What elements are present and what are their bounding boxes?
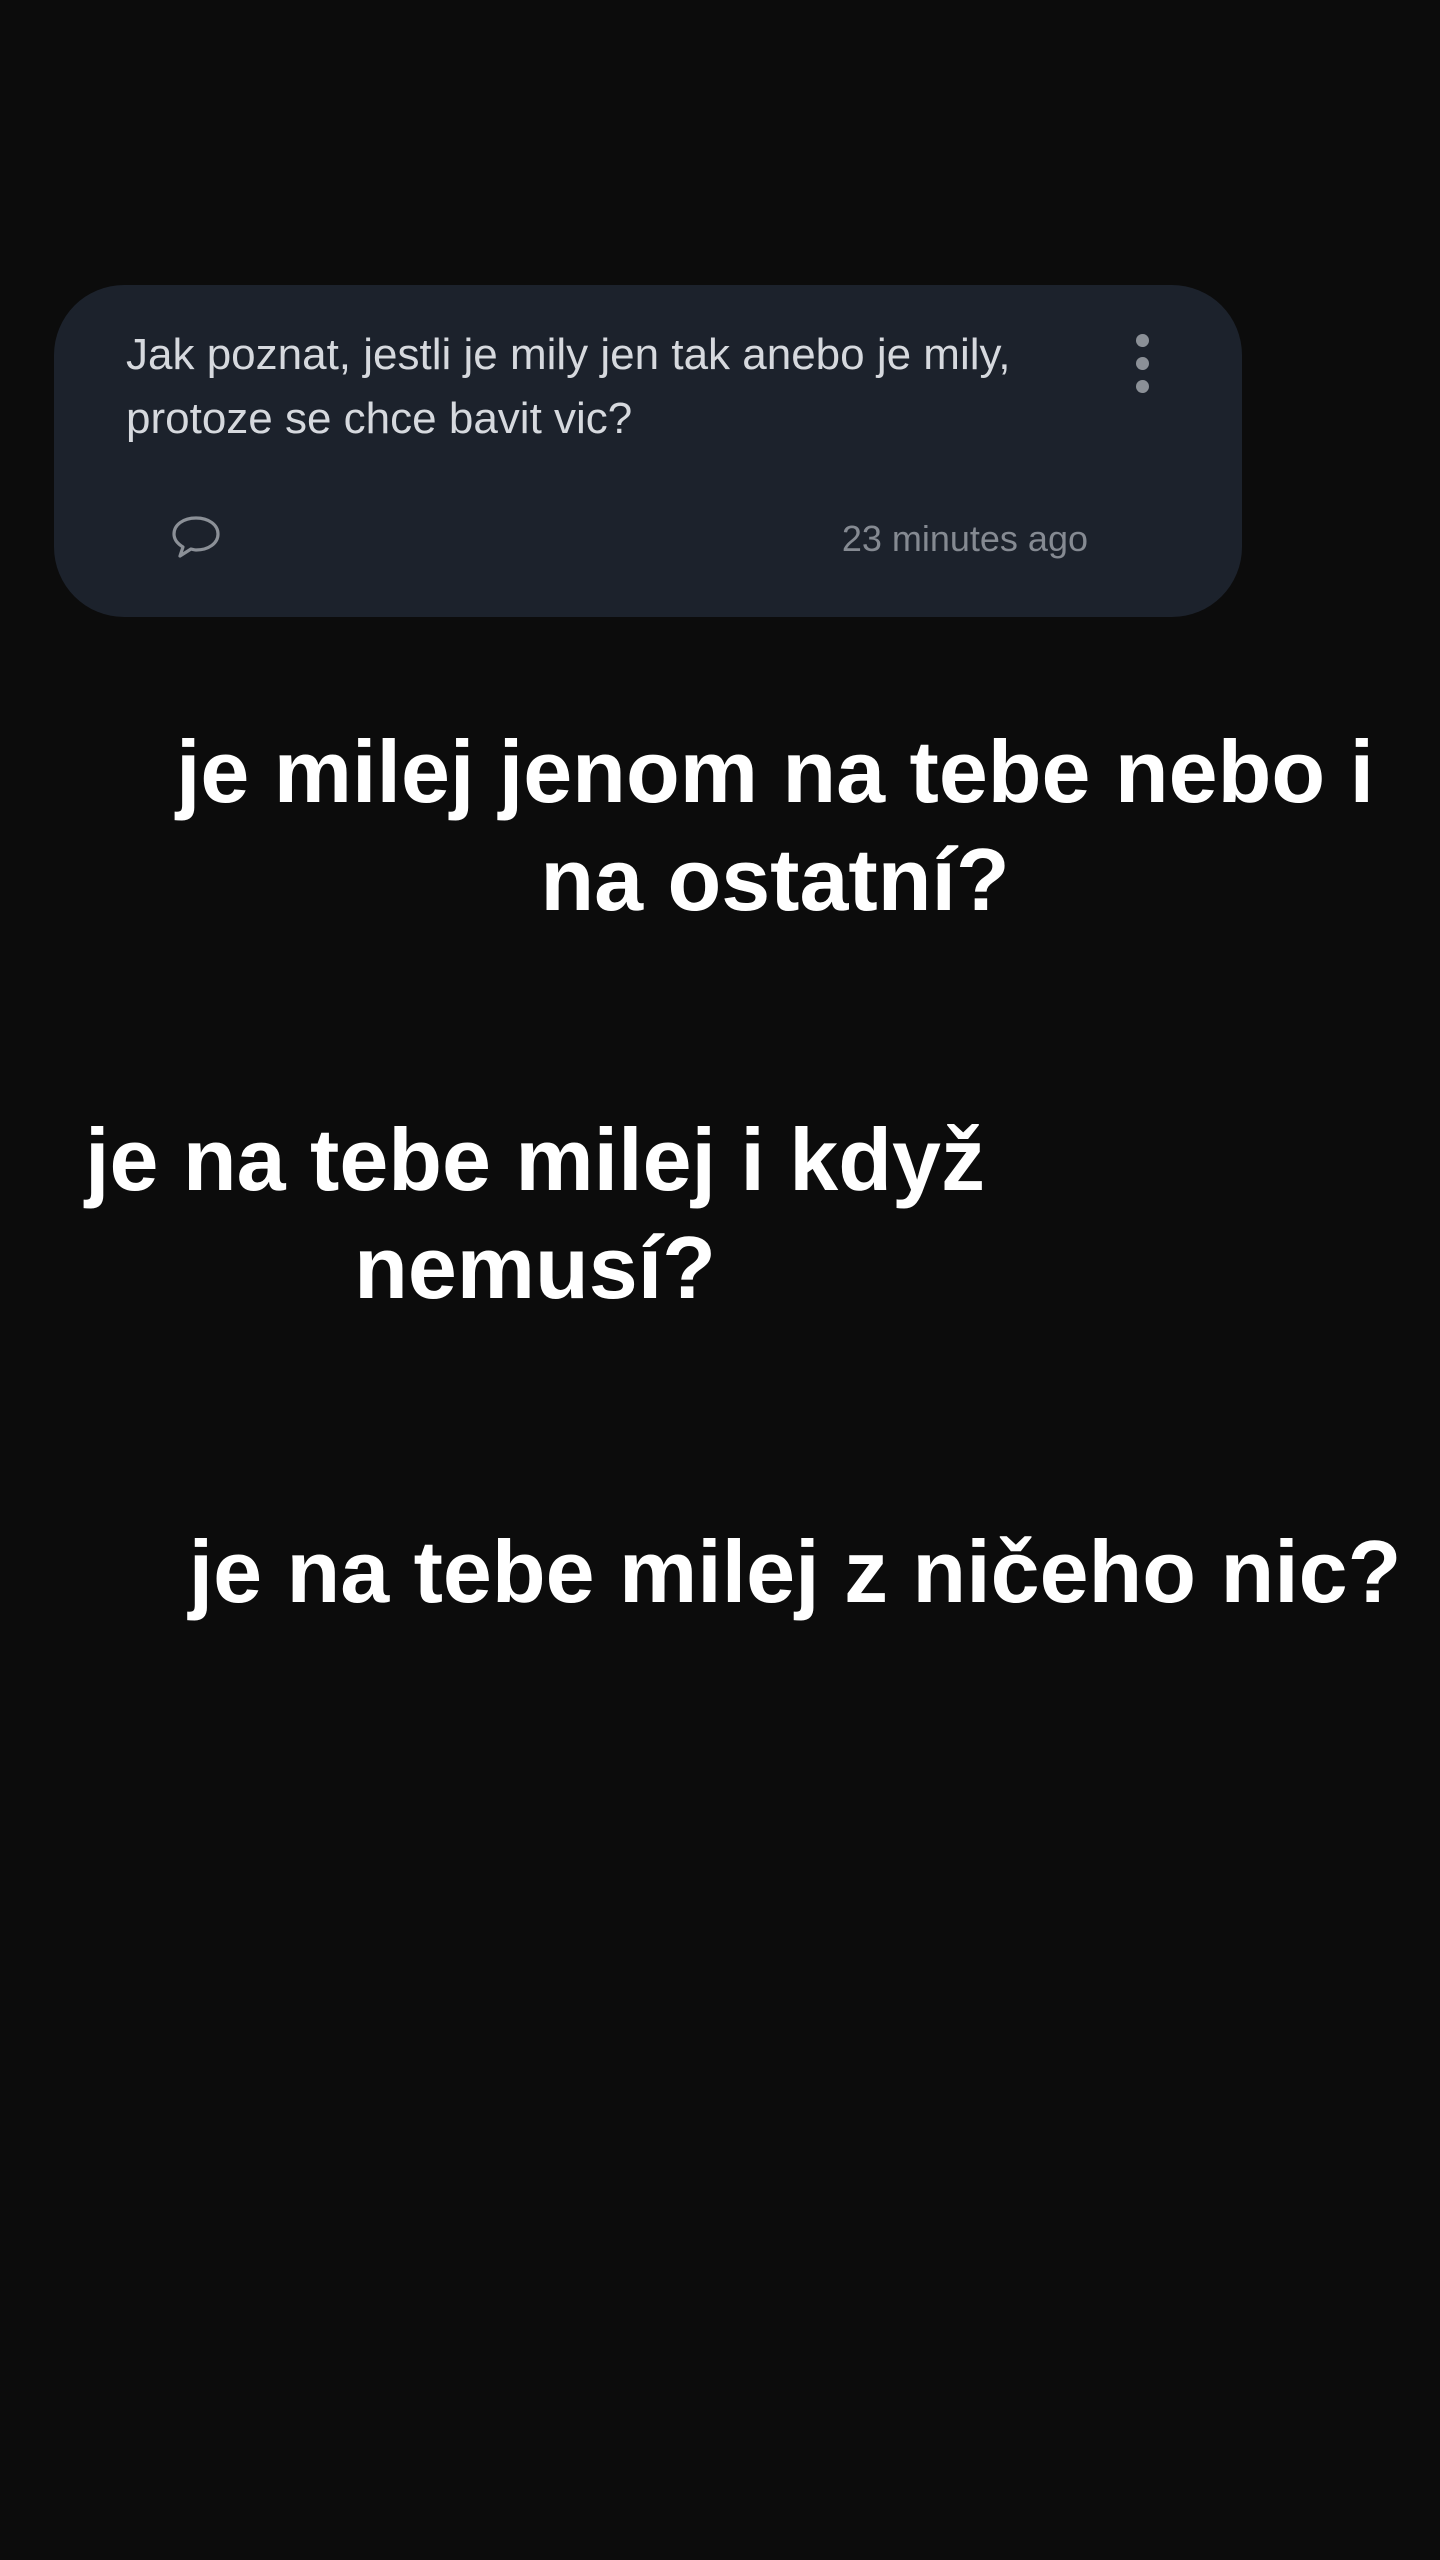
caption-only-you [150, 718, 1400, 934]
caption-line: na ostatní? [540, 830, 1010, 929]
caption-out-of-nowhere [170, 1518, 1420, 1626]
caption-line: je na tebe milej i když [85, 1110, 985, 1209]
more-vertical-icon [1136, 334, 1149, 347]
post-timestamp: 23 minutes ago [841, 518, 1088, 559]
comment-button[interactable] [170, 513, 222, 561]
caption-doesnt-have-to [40, 1106, 1030, 1322]
question-card[interactable] [54, 285, 1242, 617]
comment-bubble-icon [170, 513, 222, 561]
question-text: Jak poznat, jestli je mily jen tak anebo je mily, protoze se chce bavit vic? [126, 330, 1011, 443]
caption-line: je na tebe milej z ničeho nic? [188, 1522, 1402, 1621]
more-vertical-icon-dot [1136, 357, 1149, 370]
caption-line: je milej jenom na tebe nebo i [175, 722, 1375, 821]
more-vertical-icon-dot [1136, 380, 1149, 393]
caption-line: nemusí? [354, 1218, 716, 1317]
more-options-button[interactable] [1117, 323, 1167, 403]
